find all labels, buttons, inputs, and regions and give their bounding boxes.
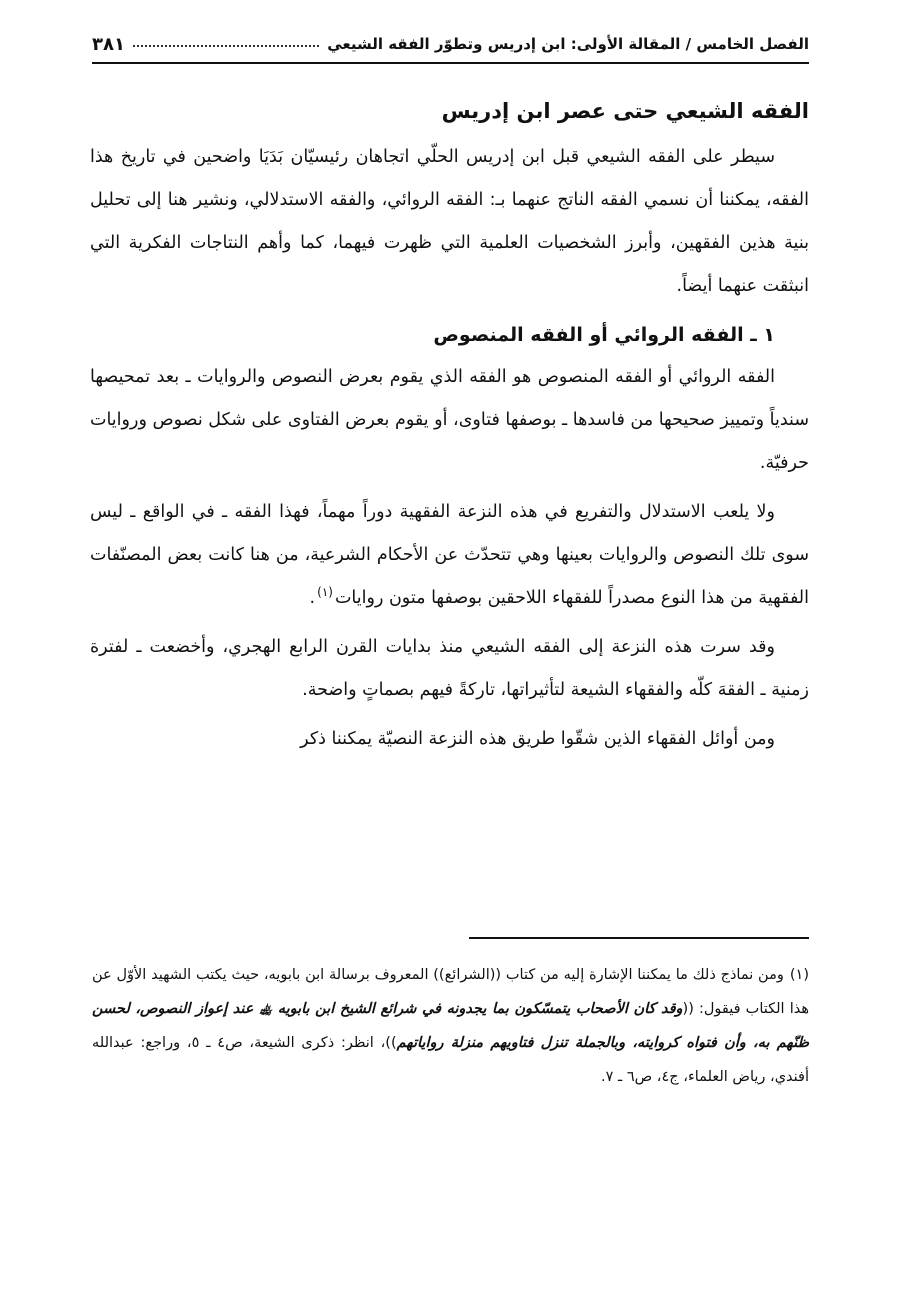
footnote-quote: وقد كان الأصحاب يتمسّكون بما يجدونه في شرائع الشيخ ابن بابويه ﵀ عند إعواز النصوص، لحسن ظنّهم به، وأن فتواه كروايته، وبالجملة تنزل فتاويهم منزلة رواياتهم	[92, 1001, 810, 1051]
section-heading: الفقه الشيعي حتى عصر ابن إدريس	[441, 99, 809, 123]
intro-paragraph: سيطر على الفقه الشيعي قبل ابن إدريس الحلّي اتجاهان رئيسيّان بَدَيَا واضحين في تاريخ هذا الفقه، يمكننا أن نسمي الفقه الناتج عنهما بـ: الفقه الروائي، والفقه الاستدلالي، ونشير هنا إلى تحليل بنية هذين الفقهين، وأبرز الشخصيات العلمية التي ظهرت فيهما، كما وأهم النتاجات الفكرية التي انبثقت عنهما أيضاً.	[90, 147, 809, 296]
paragraph-2-end: .	[309, 588, 316, 608]
page-number: ٣٨١	[92, 33, 125, 55]
paragraph-4: ومن أوائل الفقهاء الذين شقّوا طريق هذه النزعة النصيّة يمكننا ذكر	[300, 729, 775, 749]
paragraph-2-text: ولا يلعب الاستدلال والتفريع في هذه النزعة الفقهية دوراً مهماً، فهذا الفقه ـ في الواقع ـ ليس سوى تلك النصوص والروايات بعينها وهي تتحدّث عن الأحكام الشرعية، من هنا كانت بعض المصنّفات الفقهية من هذا النوع مصدراً للفقهاء اللاحقين بوصفها متون روايات	[90, 502, 809, 608]
footnote-number: (١)	[789, 967, 809, 983]
subsection-heading: ١ ـ الفقه الروائي أو الفقه المنصوص	[433, 324, 775, 346]
footnote-reference[interactable]: (١)	[317, 585, 333, 600]
footnote-divider	[469, 937, 809, 939]
footnote-text-after: ))، انظر: ذكرى الشيعة، ص٤ ـ ٥، وراجع: عبدالله أفندي، رياض العلماء، ج٤، ص٦ ـ ٧.	[92, 1035, 809, 1085]
paragraph-1: الفقه الروائي أو الفقه المنصوص هو الفقه الذي يقوم بعرض النصوص والروايات ـ بعد تمحيصها سندياً وتمييز صحيحها من فاسدها ـ بوصفها فتاوى، أو يقوم بعرض الفتاوى على شكل نصوص وروايات حرفيّة.	[90, 367, 809, 473]
running-header-title: الفصل الخامس / المقالة الأولى: ابن إدريس وتطوّر الفقه الشيعي	[327, 35, 809, 53]
paragraph-3: وقد سرت هذه النزعة إلى الفقه الشيعي منذ بدايات القرن الرابع الهجري، وأخضعت ـ لفترة زمنية ـ الفقهَ كلّه والفقهاء الشيعة لتأثيراتها، تاركةً فيهم بصماتٍ واضحة.	[90, 637, 809, 700]
footnote-1	[92, 958, 809, 1094]
dotted-leader	[133, 45, 319, 47]
page-body	[90, 90, 809, 767]
paragraph-2	[90, 491, 809, 620]
footnotes	[92, 958, 809, 1094]
footnote-text-before: ومن نماذج ذلك ما يمكننا الإشارة إليه من كتاب ((الشرائع)) المعروف برسالة ابن بابويه، حيث يكتب الشهيد الأوّل عن هذا الكتاب فيقول: ((	[92, 967, 809, 1017]
running-header	[92, 26, 809, 64]
